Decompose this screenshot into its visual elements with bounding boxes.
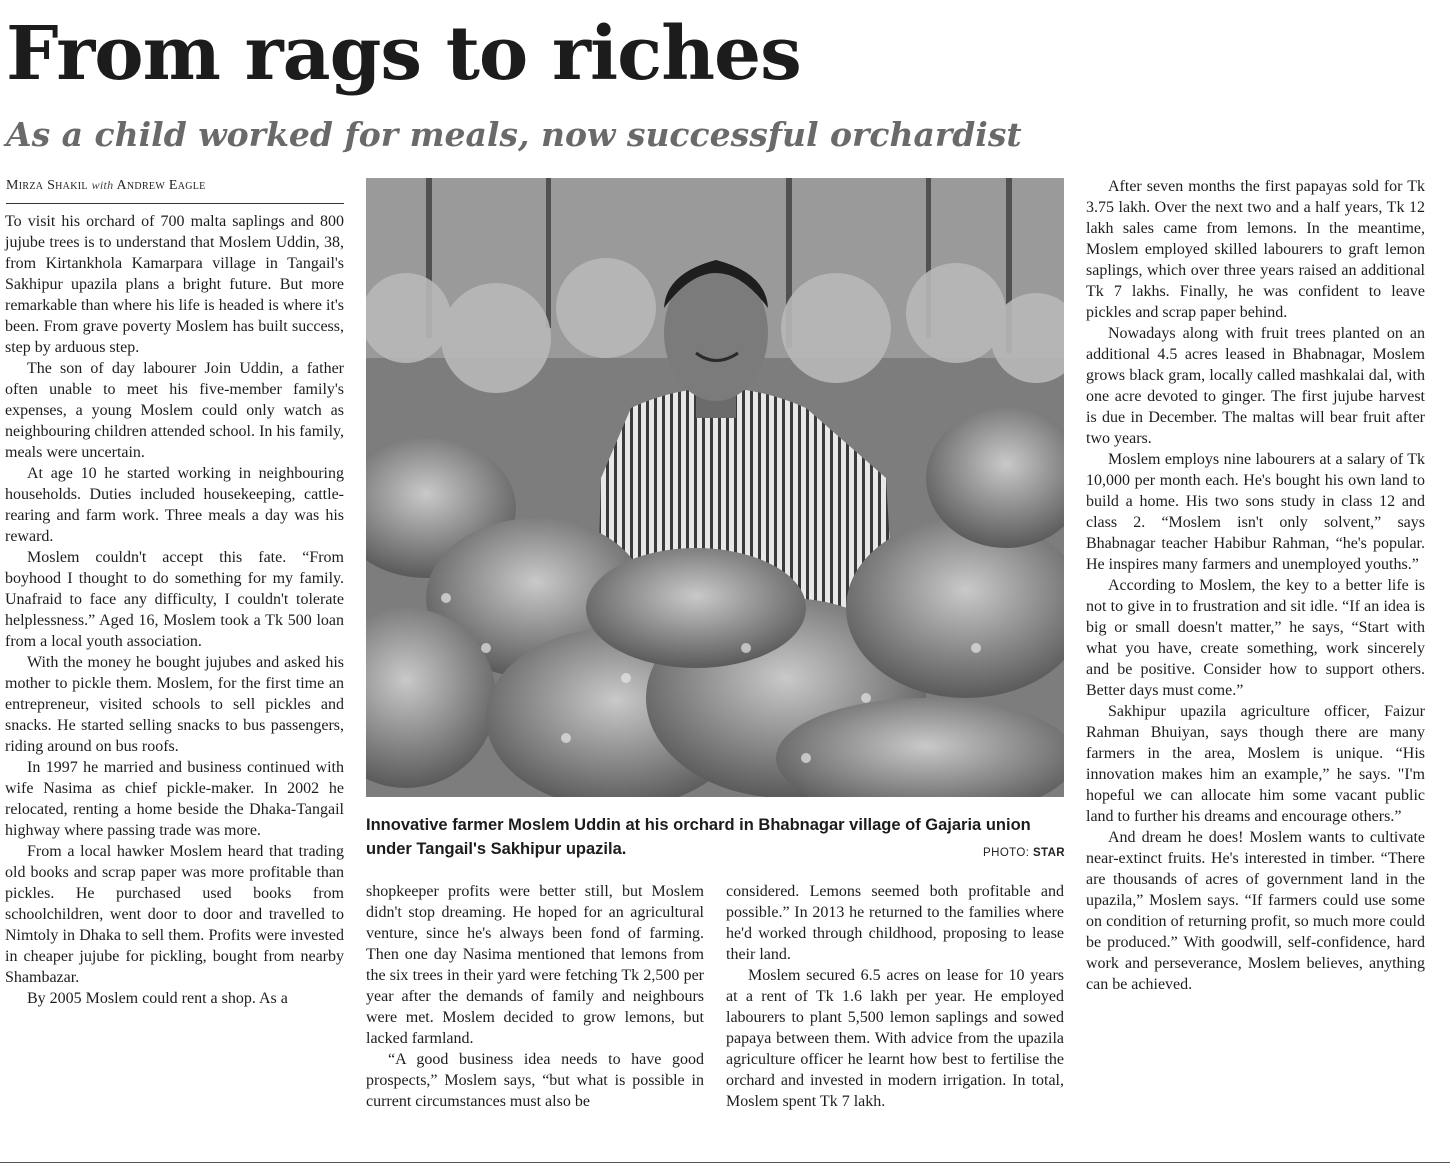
paragraph: With the money he bought jujubes and asked his mother to pickle them. Moslem, for the first time an entrepreneur, visited schools to sell pickles and snacks. He started selling snacks to bus passengers, riding around on bus roofs. <box>5 654 344 755</box>
paragraph: Moslem employs nine labourers at a salary of Tk 10,000 per month each. He's bought his own land to build a home. His two sons study in class 12 and class 2. “Moslem isn't only solvent,” says Bhabnagar teacher Habibur Rahman, “he's popular. He inspires many farmers and unemployed youths.” <box>1086 451 1425 573</box>
paragraph: And dream he does! Moslem wants to cultivate near-extinct fruits. He's interested in timber. “There are thousands of acres of government land in the upazila,” Moslem says. “If farmers could use some on condition of returning profit, so much more could be produced.” With goodwill, self-confidence, hard work and perseverance, Moslem believes, anything can be achieved. <box>1086 829 1425 993</box>
paragraph: Moslem couldn't accept this fate. “From boyhood I thought to do something for my family. Unafraid to face any difficulty, I couldn't tolerate helplessness.” Aged 16, Moslem took a Tk 500 loan from a local youth association. <box>5 549 344 650</box>
paragraph: Nowadays along with fruit trees planted on an additional 4.5 acres leased in Bhabnagar, Moslem grows black gram, locally called mashkalai dal, with one acre devoted to ginger. The first jujube harvest is due in December. The maltas will bear fruit after two years. <box>1086 325 1425 447</box>
paragraph: To visit his orchard of 700 malta saplings and 800 jujube trees is to understand that Moslem Uddin, 38, from Kirtankhola Kamarpara village in Tangail's Sakhipur upazila plans a bright future. But more remarkable than where his life is headed is where it's been. From grave poverty Moslem has built success, step by arduous step. <box>5 213 344 356</box>
paragraph: shopkeeper profits were better still, but Moslem didn't stop dreaming. He hoped for an agricultural venture, since he's always been fond of farming. Then one day Nasima mentioned that lemons from the six trees in their yard were fetching Tk 2,500 per year after the demands of family and neighbours were met. Moslem decided to grow lemons, but lacked farmland. <box>366 883 704 1047</box>
photo-credit <box>973 847 1065 859</box>
photo-credit-source: STAR <box>1032 847 1065 859</box>
paragraph: The son of day labourer Join Uddin, a father often unable to meet his five-member family's expenses, a young Moslem could only watch as neighbouring children attended school. In his family, meals were uncertain. <box>5 360 344 461</box>
paragraph: According to Moslem, the key to a better life is not to give in to frustration and sit idle. “If an idea is big or small doesn't matter,” he says, “Start with what you have, create something, work sincerely and be positive. Consider how to support others. Better days must come.” <box>1086 577 1425 699</box>
subheadline: As a child worked for meals, now successful orchardist <box>6 115 1022 154</box>
byline-author-1: Mirza Shakil <box>6 178 88 193</box>
byline-divider <box>6 203 344 204</box>
farmer-in-orchard-image <box>366 178 1064 797</box>
orchard-photo <box>366 178 1064 797</box>
page-bottom-rule <box>0 1162 1450 1163</box>
paragraph: After seven months the first papayas sold for Tk 3.75 lakh. Over the next two and a half years, Tk 12 lakh sales came from lemons. In the meantime, Moslem employed skilled labourers to graft lemon saplings, which over three years raised an additional Tk 7 lakhs. Finally, he was confident to leave pickles and scrap paper behind. <box>1086 178 1425 321</box>
article-column-3 <box>726 881 1064 1112</box>
byline-with: with <box>91 178 114 192</box>
photo-credit-label: PHOTO: <box>983 847 1030 859</box>
article-column-2 <box>366 881 704 1112</box>
paragraph: By 2005 Moslem could rent a shop. As a <box>27 990 288 1007</box>
paragraph: In 1997 he married and business continued with wife Nasima as chief pickle-maker. In 2002 he relocated, renting a home beside the Dhaka-Tangail highway where passing trade was more. <box>5 759 344 839</box>
article-column-4 <box>1086 176 1425 995</box>
byline-author-2: Andrew Eagle <box>116 178 206 193</box>
article-column-1 <box>5 211 344 1009</box>
paragraph: “A good business idea needs to have good prospects,” Moslem says, “but what is possible in current circumstances must also be <box>366 1051 704 1110</box>
byline <box>6 178 344 194</box>
paragraph: Sakhipur upazila agriculture officer, Faizur Rahman Bhuiyan, says though there are many farmers in the area, Moslem is unique. “His innovation makes him an example,” he says. "I'm hopeful we can allocate him some vacant public land to further his dreams and encourage others.” <box>1086 703 1425 825</box>
paragraph: Moslem secured 6.5 acres on lease for 10 years at a rent of Tk 1.6 lakh per year. He employed labourers to plant 5,500 lemon saplings and sowed papaya between them. With advice from the upazila agriculture officer he learnt how best to fertilise the orchard and invested in modern irrigation. In total, Moslem spent Tk 7 lakh. <box>726 967 1064 1110</box>
headline: From rags to riches <box>6 11 801 97</box>
photo-caption: Innovative farmer Moslem Uddin at his orchard in Bhabnagar village of Gajaria union under Tangail's Sakhipur upazila. <box>366 816 1031 858</box>
paragraph: considered. Lemons seemed both profitable and possible.” In 2013 he returned to the families where he'd worked through childhood, proposing to lease their land. <box>726 883 1064 963</box>
paragraph: At age 10 he started working in neighbouring households. Duties included housekeeping, cattle-rearing and farm work. Three meals a day was his reward. <box>5 465 344 545</box>
paragraph: From a local hawker Moslem heard that trading old books and scrap paper was more profitable than pickles. He purchased used books from schoolchildren, went door to door and travelled to Nimtoly in Dhaka to sell them. Profits were invested in cheaper jujube for pickling, bought from nearby Shambazar. <box>5 843 344 986</box>
